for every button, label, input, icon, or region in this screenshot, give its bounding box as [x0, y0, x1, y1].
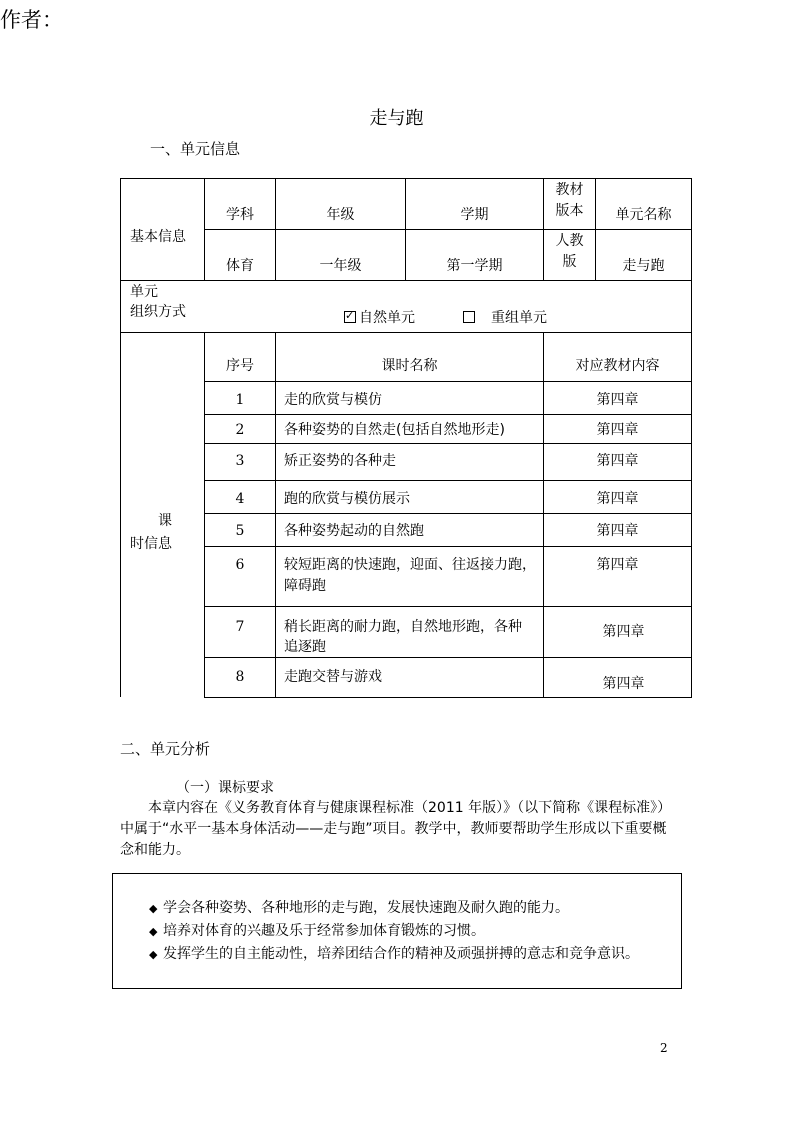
value-grade: 一年级	[319, 258, 362, 274]
lesson-header-content: 对应教材内容	[575, 358, 660, 374]
option-regroup-label: 重组单元	[491, 310, 547, 326]
option-natural-unit[interactable]	[344, 308, 415, 328]
lesson-row-no: 8	[235, 669, 245, 685]
lesson-row-no: 3	[235, 453, 245, 469]
lesson-row-content: 第四章	[596, 557, 639, 573]
lesson-row-content: 第四章	[596, 523, 639, 539]
lesson-row-name-line1: 较短距离的快速跑，迎面、往返接力跑，	[284, 557, 536, 573]
lesson-header-no: 序号	[226, 358, 254, 374]
lesson-row-name-line2: 追逐跑	[284, 639, 326, 655]
bullet-item	[149, 898, 569, 919]
lesson-row-name: 跑的欣赏与模仿展示	[284, 491, 410, 507]
lesson-row-content: 第四章	[596, 453, 639, 469]
lesson-row-no: 2	[235, 422, 245, 438]
bullet-text: 学会各种姿势、各种地形的走与跑，发展快速跑及耐久跑的能力。	[163, 900, 569, 916]
lesson-row-content: 第四章	[596, 392, 639, 408]
bullet-item	[149, 944, 639, 965]
lesson-row-name: 走跑交替与游戏	[284, 669, 382, 685]
lesson-row-content: 第四章	[596, 422, 639, 438]
header-edition-line1: 教材	[555, 182, 584, 198]
diamond-bullet-icon: ◆	[149, 925, 158, 938]
checkbox-checked-icon[interactable]	[344, 311, 356, 323]
header-subject: 学科	[226, 207, 254, 223]
lesson-row-name-line1: 稍长距离的耐力跑，自然地形跑，各种	[284, 619, 522, 635]
lesson-row-name: 各种姿势起动的自然跑	[284, 523, 424, 539]
lesson-row-no: 7	[235, 619, 245, 635]
value-edition-line2: 版	[562, 254, 577, 270]
bullet-text: 培养对体育的兴趣及乐于经常参加体育锻炼的习惯。	[163, 923, 485, 939]
author-label: 作者：	[0, 8, 63, 32]
lesson-row-name: 各种姿势的自然走(包括自然地形走)	[284, 422, 505, 438]
checkbox-empty-icon[interactable]	[463, 311, 475, 323]
bullet-text: 发挥学生的自主能动性，培养团结合作的精神及顽强拼搏的意志和竞争意识。	[163, 946, 639, 962]
lesson-label-line1: 课	[158, 513, 172, 529]
page-number: 2	[660, 1041, 668, 1055]
lesson-row-name-line2: 障碍跑	[284, 578, 326, 594]
value-edition-line1: 人教	[555, 233, 584, 249]
diamond-bullet-icon: ◆	[149, 948, 158, 961]
header-edition-line2: 版本	[555, 203, 584, 219]
lesson-row-no: 4	[235, 491, 245, 507]
section-unit-info-heading: 一、单元信息	[150, 140, 241, 158]
standard-paragraph: 本章内容在《义务教育体育与健康课程标准（2011 年版）》（以下简称《课程标准》）中属于“水平一基本身体活动——走与跑”项目。教学中，教师要帮助学生形成以下重要概念和能力。	[120, 800, 672, 858]
bullet-item	[149, 921, 485, 942]
lesson-row-no: 6	[235, 557, 245, 573]
value-subject: 体育	[226, 258, 254, 274]
subsection-standard-heading: （一）课标要求	[176, 780, 274, 796]
key-abilities-box	[112, 873, 682, 989]
header-term: 学期	[460, 207, 489, 223]
lesson-row-content: 第四章	[602, 624, 645, 640]
lesson-header-name: 课时名称	[381, 358, 438, 374]
option-regroup-unit[interactable]	[463, 308, 547, 328]
lesson-row-no: 1	[235, 392, 245, 408]
lesson-row-no: 5	[235, 523, 245, 539]
value-term: 第一学期	[446, 258, 503, 274]
section-unit-analysis-heading: 二、单元分析	[120, 740, 211, 758]
header-grade: 年级	[326, 207, 355, 223]
diamond-bullet-icon: ◆	[149, 902, 158, 915]
doc-title: 走与跑	[369, 108, 424, 129]
org-label-line1: 单元	[130, 284, 158, 300]
lesson-label-line2: 时信息	[130, 536, 172, 552]
org-label-line2: 组织方式	[130, 304, 186, 320]
basic-info-label: 基本信息	[130, 229, 186, 245]
lesson-row-content: 第四章	[602, 676, 645, 692]
header-unit-name: 单元名称	[615, 207, 672, 223]
lesson-row-name: 走的欣赏与模仿	[284, 392, 382, 408]
option-natural-label: 自然单元	[359, 310, 415, 326]
lesson-row-content: 第四章	[596, 491, 639, 507]
lesson-row-name: 矫正姿势的各种走	[284, 453, 396, 469]
value-unit-name: 走与跑	[622, 258, 665, 274]
